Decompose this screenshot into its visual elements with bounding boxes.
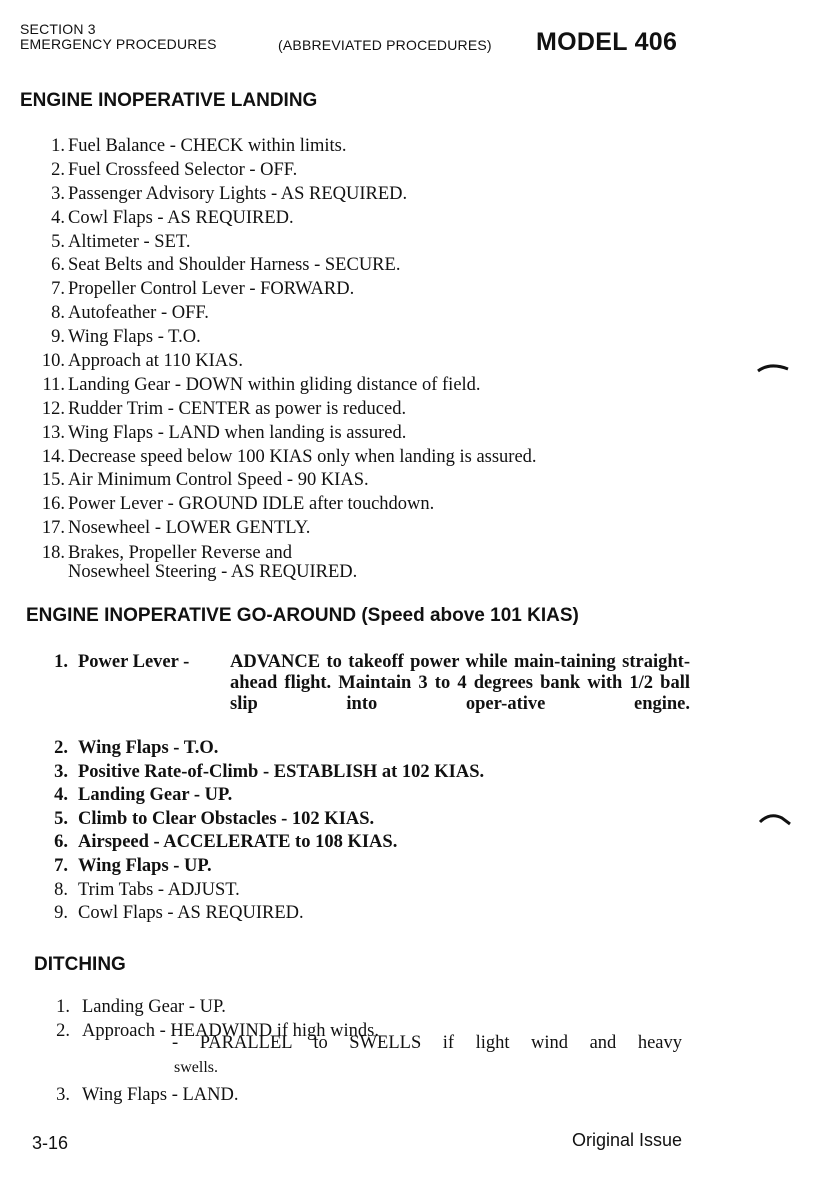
page-number: 3-16 [32,1133,69,1153]
list-item: 12. Rudder Trim - CENTER as power is reduced. [41,398,407,419]
list-item: 3. Wing Flaps - LAND. [56,1085,239,1105]
header-subtitle: (ABBREVIATED PROCEDURES) [278,37,492,53]
goaround-heading: ENGINE INOPERATIVE GO-AROUND (Speed above 101 KIAS) [26,605,579,626]
revision-mark-icon [758,810,794,826]
model-title: MODEL 406 [536,28,678,56]
list-item: 18. Brakes, Propeller Reverse and Nosewheel Steering - AS REQUIRED. [41,543,358,583]
list-item: 5. Altimeter - SET. [51,231,191,252]
list-item: 10. Approach at 110 KIAS. [41,351,244,372]
list-item: 15. Air Minimum Control Speed - 90 KIAS. [41,470,369,491]
list-item: 11. Landing Gear - DOWN within gliding distance of field. [42,374,481,395]
ditching-heading: DITCHING [34,954,126,975]
list-item: 6. Airspeed - ACCELERATE to 108 KIAS. [54,832,398,853]
section-header [20,22,217,52]
list-item: 8. Autofeather - OFF. [51,303,209,324]
list-item: 2. Approach - HEADWIND if high winds. - PARALLEL to SWELLS if light wind and heavy swells. [56,1021,682,1076]
list-item: 1. Fuel Balance - CHECK within limits. [51,136,347,156]
list-item: 1. Landing Gear - UP. [56,997,226,1017]
list-item: 9. Cowl Flaps - AS REQUIRED. [54,903,304,924]
list-item: 17. Nosewheel - LOWER GENTLY. [41,518,311,539]
list-item: 9. Wing Flaps - T.O. [51,327,201,348]
list-item: 7. Wing Flaps - UP. [54,855,212,876]
list-item: 2. Fuel Crossfeed Selector - OFF. [51,159,298,180]
list-item: 13. Wing Flaps - LAND when landing is assured. [41,422,407,443]
ditching-checklist [44,996,682,1108]
list-item: 16. Power Lever - GROUND IDLE after touchdown. [41,494,435,515]
list-item: 2. Wing Flaps - T.O. [54,738,219,758]
list-item: 3. Passenger Advisory Lights - AS REQUIRED. [51,183,408,204]
section-number: SECTION 3 [20,21,96,37]
landing-heading: ENGINE INOPERATIVE LANDING [20,90,318,111]
list-item: 4. Cowl Flaps - AS REQUIRED. [51,207,294,228]
revision-mark-icon [756,360,790,374]
list-item: 7. Propeller Control Lever - FORWARD. [51,279,355,300]
landing-checklist [30,135,537,586]
list-item: 5. Climb to Clear Obstacles - 102 KIAS. [54,808,375,829]
issue-label: Original Issue [572,1130,683,1150]
list-item: 1. Power Lever - ADVANCE to takeoff power while main-taining straight-ahead flight. Maintain 3 to 4 degrees bank with 1/2 ball slip into oper-ative engine. [54,652,690,714]
list-item: 14. Decrease speed below 100 KIAS only when landing is assured. [41,446,537,467]
goaround-checklist [36,652,690,927]
section-title: EMERGENCY PROCEDURES [20,36,217,52]
list-item: 6. Seat Belts and Shoulder Harness - SECURE. [51,255,401,276]
list-item: 4. Landing Gear - UP. [54,785,233,806]
list-item: 3. Positive Rate-of-Climb - ESTABLISH at 102 KIAS. [54,761,485,782]
list-item: 8. Trim Tabs - ADJUST. [54,879,240,900]
